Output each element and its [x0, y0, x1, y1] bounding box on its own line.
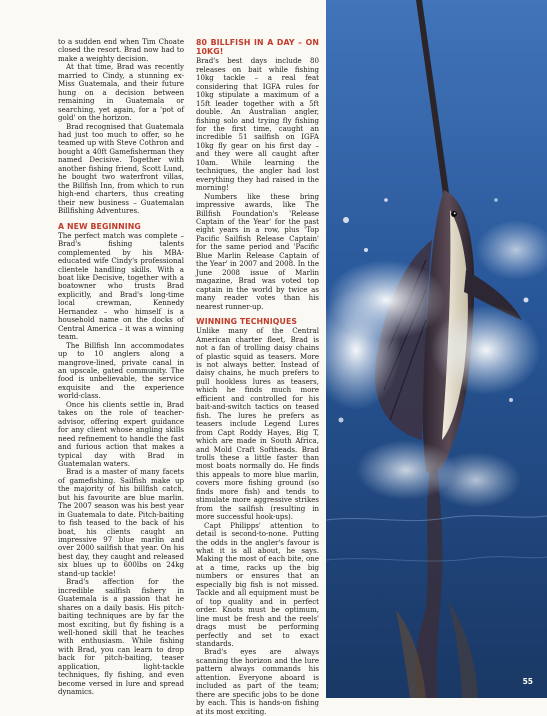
paragraph: Brad recognised that Guatemala had just too much to offer, so he teamed up with Steve Cothron and bought a 40ft Gamefisherman they named Decisive. Together with another fishing friend, Scott Lund, he bought two waterfront villas, the Billfish Inn, from which to run high-end charters, thus creating their new business – Guatemalan Billfishing Adventures.	[58, 121, 184, 216]
paragraph: to a sudden end when Tim Choate closed the resort. Brad now had to make a weighty decision.	[58, 37, 184, 63]
paragraph: At that time, Brad was recently married to Cindy, a stunning ex-Miss Guatemala, and their future hung on a decision between remaining in Guatemala or searching, yet again, for a 'pot of gold' on the horizon.	[58, 62, 184, 123]
text-column-left	[58, 38, 184, 697]
paragraph: Capt Philipps' attention to detail is second-to-none. Putting the odds in the angler's favour is what it is all about, he says. Making the most of each bite, one at a time, racks up the big numbers or ensures that an especially big fish is not missed. Tackle and all equipment must be of top quality and in perfect order. Knots must be optimum, line must be fresh and the reels' drags must be performing perfectly and set to exact standards.	[196, 520, 319, 648]
paragraph: Unlike many of the Central American charter fleet, Brad is not a fan of trolling daisy chains of plastic squid as teasers. More is not always better. Instead of daisy chains, he much prefers to pull hookless lures as teasers, which he finds much more efficient and controlled for his bait-and-switch tactics on teased fish. The lures he prefers as teasers include Legend Lures from Capt Roddy Hayes, Big T, which are made in South Africa, and Mold Craft Softheads. Brad trolls these a little faster than most boats normally do. He finds this appeals to more blue marlin, covers more fishing ground (so finds more fish) and tends to stimulate more aggressive strikes from the sailfish (resulting in more successful hook-ups).	[196, 326, 319, 522]
paragraph: The perfect match was complete – Brad's fishing talents complemented by his MBA-educated wife Cindy's professional clientele handling skills. With a boat like Decisive, together with a boatowner who trusts Brad explicitly, and Brad's long-time local crewman, Kennedy Hernandez – who himself is a household name on the docks of Central America – it was a winning team.	[58, 230, 184, 342]
paragraph: Brad's eyes are always scanning the horizon and the lure pattern always commands his attention. Everyone aboard is included as part of the team; there are specific jobs to be done by each. This is hands-on fishing at its most exciting.	[196, 647, 319, 716]
section-heading: WINNING TECHNIQUES	[196, 317, 298, 326]
page-number: 55	[522, 677, 533, 686]
paragraph: Once his clients settle in, Brad takes on the role of teacher-advisor, offering expert guidance for any client whose angling skills need refinement to handle the fast and furious action that makes a typical day with Brad in Guatemalan waters.	[58, 399, 184, 468]
paragraph: Brad's best days include 80 releases on bait while fishing 10kg tackle – a real feat considering that IGFA rules for 10kg stipulate a maximum of a 15ft leader together with a 5ft double. An Australian angler, fishing solo and trying fly fishing for the first time, caught an incredible 51 sailfish on IGFA 10kg fly gear on his first day – and they were all caught after 10am. While learning the techniques, the angler had lost everything they had raised in the morning!	[196, 56, 319, 193]
paragraph: Numbers like these bring impressive awards, like The Billfish Foundation's 'Release Captain of the Year' for the past eight years in a row, plus 'Top Pacific Sailfish Release Captain' for the same period and 'Pacific Blue Marlin Release Captain of the Year' in 2007 and 2008. In the June 2008 issue of Marlin magazine, Brad was voted top captain in the world by twice as many reader votes than his nearest runner-up.	[196, 191, 319, 311]
sailfish-illustration	[326, 0, 547, 698]
text-column-right	[196, 38, 319, 716]
paragraph: Brad's affection for the incredible sailfish fishery in Guatemala is a passion that he shares on a daily basis. His pitch-baiting techniques are by far the most exciting, but fly fishing is a well-honed skill that he teaches with enthusiasm. While fishing with Brad, you can learn to drop back for pitch-baiting, teaser application, light-tackle techniques, fly fishing, and even become versed in lure and spread dynamics.	[58, 577, 184, 697]
paragraph: Brad is a master of many facets of gamefishing. Sailfish make up the majority of his billfish catch, but his favourite are blue marlin. The 2007 season was his best year in Guatemala to date. Pitch-baiting to fish teased to the back of his boat, his clients caught an impressive 97 blue marlin and over 2000 sailfish that year. On his best day, they caught and released six blues up to 600lbs on 24kg stand-up tackle!	[58, 467, 184, 578]
section-heading: 80 BILLFISH IN A DAY – ON 10KG!	[196, 38, 319, 57]
sailfish-photo	[326, 0, 547, 698]
section-heading: A NEW BEGINNING	[58, 221, 141, 231]
paragraph: The Billfish Inn accommodates up to 10 anglers along a mangrove-lined, private canal in an upscale, gated community. The food is unbelievable, the service exquisite and the experience world-class.	[58, 340, 184, 401]
